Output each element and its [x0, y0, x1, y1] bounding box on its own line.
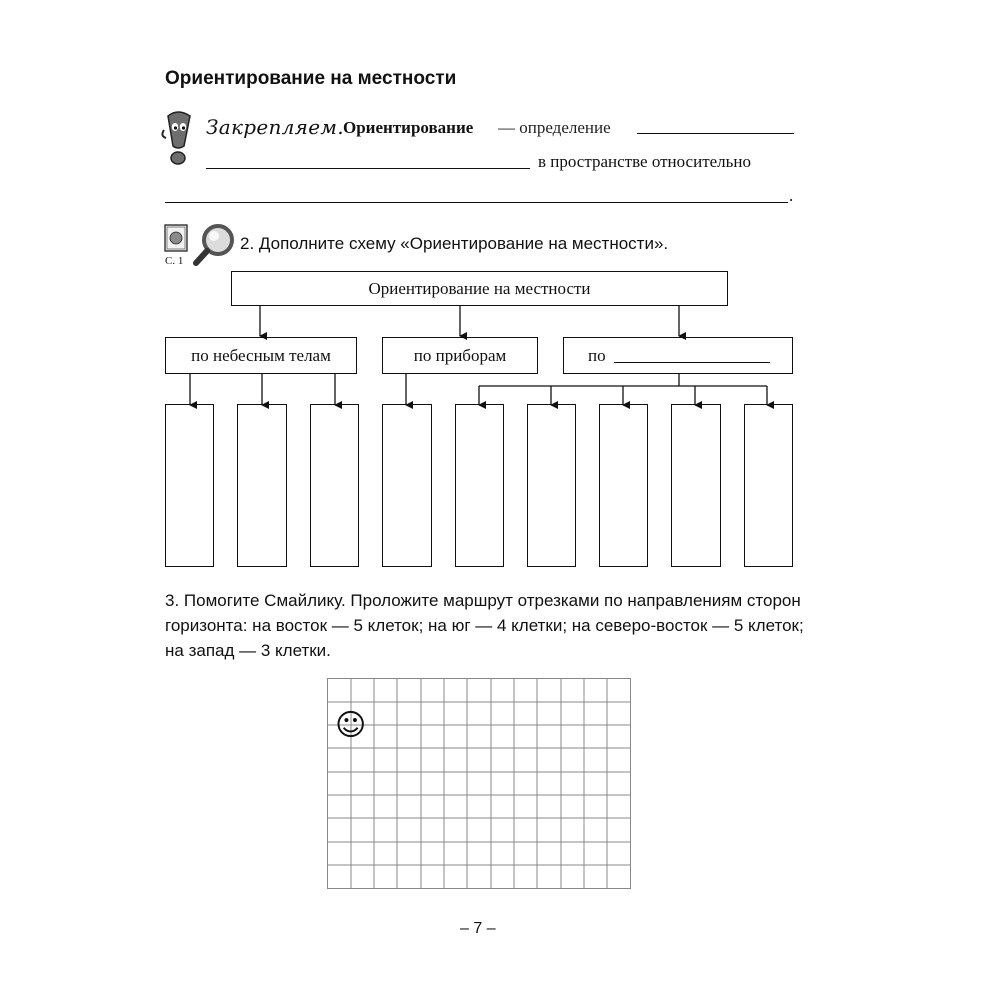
relative-text: в пространстве относительно: [538, 152, 751, 171]
answer-box-3[interactable]: [310, 404, 359, 567]
task-2-instruction: Дополните схему «Ориентирование на местности».: [258, 234, 669, 253]
fix-label: Закрепляем.: [206, 115, 344, 139]
book-page-ref: С. 1: [165, 255, 184, 267]
page-number: – 7 –: [460, 920, 496, 937]
answer-box-6[interactable]: [527, 404, 576, 567]
branch-other: [563, 337, 793, 374]
branch-instruments-label: по приборам: [413, 345, 507, 365]
answer-box-5[interactable]: [455, 404, 504, 567]
page-title: Ориентирование на местности: [165, 68, 457, 89]
task-3-text: 3. Помогите Смайлику. Проложите маршрут отрезками по направлениям сторон горизонта: на восток — 5 клеток; на юг — 4 клетки; на северо-восток — 5 клеток; на запад — 3 клетки.: [165, 591, 804, 660]
task-2-number: 2.: [240, 234, 255, 253]
branch-instruments: [382, 337, 538, 374]
answer-box-9[interactable]: [744, 404, 793, 567]
answer-box-2[interactable]: [237, 404, 287, 567]
branch-other-blank[interactable]: [614, 348, 770, 363]
diagram-root-label: Ориентирование на местности: [368, 278, 591, 298]
answer-box-4[interactable]: [382, 404, 432, 567]
branch-celestial-label: по небесным телам: [191, 345, 331, 365]
term-orientation: Ориентирование: [343, 118, 474, 137]
answer-box-8[interactable]: [671, 404, 721, 567]
definition-text: — определение: [498, 118, 611, 137]
smiley-icon: ☺: [335, 708, 367, 743]
sentence-end: .: [789, 186, 794, 205]
branch-celestial: [165, 337, 357, 374]
answer-box-1[interactable]: [165, 404, 214, 567]
answer-box-7[interactable]: [599, 404, 648, 567]
route-grid[interactable]: [327, 678, 633, 890]
branch-other-label: по: [588, 345, 606, 365]
